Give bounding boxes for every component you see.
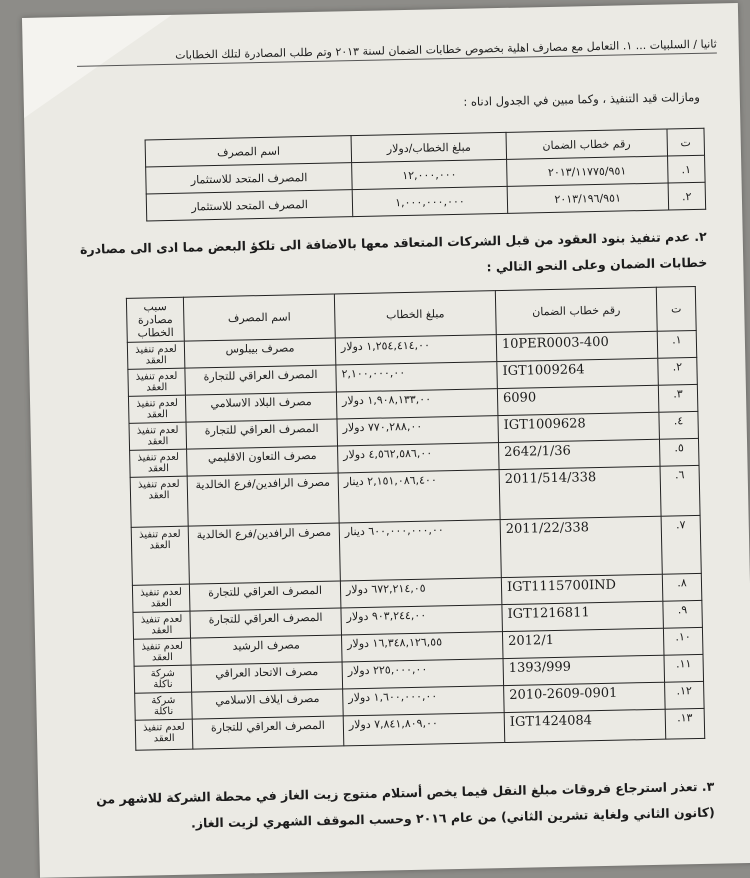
cell-reason: لعدم تنفيذ العقد [134,638,192,666]
cell-amount: ١,٠٠٠,٠٠٠,٠٠٠ [352,186,507,216]
cell-amount: ٤,٥٦٢,٥٨٦,٠٠ دولار [338,443,500,473]
cell-bank: المصرف العراقي للتجارة [186,419,338,449]
cell-amount: ٢,١٥١,٠٨٦,٤٠٠ دينار [338,470,500,523]
cell-reason: لعدم تنفيذ العقد [132,584,190,612]
cell-bank: المصرف العراقي للتجارة [185,365,337,395]
cell-reason: لعدم تنفيذ العقد [128,395,186,423]
cell-bank: المصرف المتحد للاستثمار [146,163,353,194]
cell-bank: المصرف العراقي للتجارة [192,716,344,749]
cell-bank: مصرف ايلاف الاسلامي [192,689,344,719]
col-header-number: رقم خطاب الضمان [495,287,657,334]
cell-reason: لعدم تنفيذ العقد [127,341,185,369]
cell-bank: مصرف الرافدين/فرع الخالدية [188,523,340,584]
document-page [22,3,750,878]
col-header-bank: اسم المصرف [145,136,352,167]
cell-index: ١٣. [665,708,705,739]
cell-number: 2011/514/338 [499,466,661,519]
paragraph-1: ومازالت قيد التنفيذ ، وكما مبين في الجدول ادناه : [463,89,700,109]
cell-reason: لعدم تنفيذ العقد [129,422,187,450]
col-header-number: رقم خطاب الضمان [506,129,668,159]
cell-amount: ١٢,٠٠٠,٠٠٠ [352,159,507,189]
cell-amount: ١,٢٥٤,٤١٤,٠٠ دولار [335,335,497,365]
cell-number: 1393/999 [503,655,665,685]
cell-index: ٩. [663,600,703,628]
table-body [127,330,704,750]
col-header-bank: اسم المصرف [183,294,335,341]
cell-amount: ٧٧٠,٢٨٨,٠٠ دولار [337,416,499,446]
cell-amount: ٦٠٠,٠٠٠,٠٠٠,٠٠ دينار [339,520,501,581]
cell-number: IGT1424084 [504,709,666,742]
cell-reason: لعدم تنفيذ العقد [130,449,188,477]
cell-number: 2642/1/36 [498,439,660,469]
cell-bank: المصرف العراقي للتجارة [190,608,342,638]
col-header-amount: مبلغ الخطاب/دولار [351,132,506,162]
cell-index: ٣. [658,384,698,412]
cell-index: ١٢. [665,681,705,709]
cell-index: ٢. [668,182,706,210]
cell-index: ٦. [660,465,700,516]
cell-number: IGT1009264 [497,358,659,388]
col-header-amount: مبلغ الخطاب [334,291,496,338]
cell-bank: المصرف المتحد للاستثمار [146,190,353,221]
cell-reason: لعدم تنفيذ العقد [128,368,186,396]
cell-number: ٢٠١٣/١١٧٧٥/٩٥١ [506,156,668,186]
cell-number: 10PER0003-400 [496,331,658,361]
cell-amount: ٢,١٠٠,٠٠٠,٠٠ [336,362,498,392]
cell-bank: مصرف التعاون الاقليمي [187,446,339,476]
cell-amount: ٧,٨٤١,٨٠٩,٠٠ دولار [343,713,505,746]
cell-reason: لعدم تنفيذ العقد [135,719,193,750]
cell-index: ٤. [659,411,699,439]
cell-number: IGT1009628 [498,412,660,442]
col-header-index: ت [667,128,705,156]
cell-bank: مصرف الرشيد [191,635,343,665]
paragraph-3: ٣. تعذر استرجاع فروقات مبلغ النقل فيما يخص أستلام منتوج زيت الغاز في محطة الشركة للاشهر من (كانون الثاني ولغاية تشرين الثاني) من عام ٢٠١٦ وحسب الموقف الشهري لزيت الغاز. [95,778,715,831]
cell-number: 2012/1 [502,628,664,658]
cell-bank: مصرف البلاد الاسلامي [185,392,337,422]
cell-index: ١. [657,330,697,358]
cell-index: ٥. [659,438,699,466]
cell-index: ٧. [661,515,701,574]
paragraph-2: ٢. عدم تنفيذ بنود العقود من قبل الشركات المتعاقد معها بالاضافة الى تلكؤ البعض مما ادى الى مصادرة خطابات الضمان وعلى النحو التالي : [79,228,708,275]
col-header-index: ت [656,286,696,331]
cell-reason: لعدم تنفيذ العقد [133,611,191,639]
guarantee-table-1 [145,128,707,222]
cell-bank: مصرف بيبلوس [184,338,336,368]
cell-reason: لعدم تنفيذ العقد [131,526,189,585]
cell-index: ١. [667,155,705,183]
cell-bank: مصرف الاتحاد العراقي [191,662,343,692]
cell-index: ١٠. [663,627,703,655]
cell-amount: ١,٩٠٨,١٣٣,٠٠ دولار [336,389,498,419]
col-header-reason: سبب مصادرة الخطاب [126,297,184,342]
cell-amount: ٩٠٣,٢٤٤,٠٠ دولار [341,605,503,635]
cell-reason: لعدم تنفيذ العقد [130,476,188,527]
cell-number: 2010-2609-0901 [504,682,666,712]
page-header: ثانيا / السلبيات ... ١. التعامل مع مصارف اهلية بخصوص خطابات الضمان لسنة ٢٠١٣ وتم طلب المصادرة لتلك الخطابات [77,37,717,66]
cell-number: ٢٠١٣/١٩٦/٩٥١ [507,183,669,213]
cell-reason: شركة ناكلة [135,692,193,720]
cell-reason: شركة ناكلة [134,665,192,693]
cell-bank: المصرف العراقي للتجارة [189,581,341,611]
cell-amount: ١,٦٠٠,٠٠٠,٠٠ دولار [343,686,505,716]
guarantee-table-2 [126,286,705,751]
cell-number: IGT1216811 [502,601,664,631]
cell-amount: ٦٧٢,٢١٤,٠٥ دولار [340,578,502,608]
cell-amount: ١٦,٣٤٨,١٢٦,٥٥ دولار [341,632,503,662]
cell-index: ١١. [664,654,704,682]
cell-bank: مصرف الرافدين/فرع الخالدية [187,473,339,526]
cell-number: 6090 [497,385,659,415]
cell-index: ٢. [658,357,698,385]
cell-number: IGT1115700IND [501,574,663,604]
cell-amount: ٢٢٥,٠٠٠,٠٠ دولار [342,659,504,689]
cell-index: ٨. [662,573,702,601]
cell-number: 2011/22/338 [500,516,662,577]
